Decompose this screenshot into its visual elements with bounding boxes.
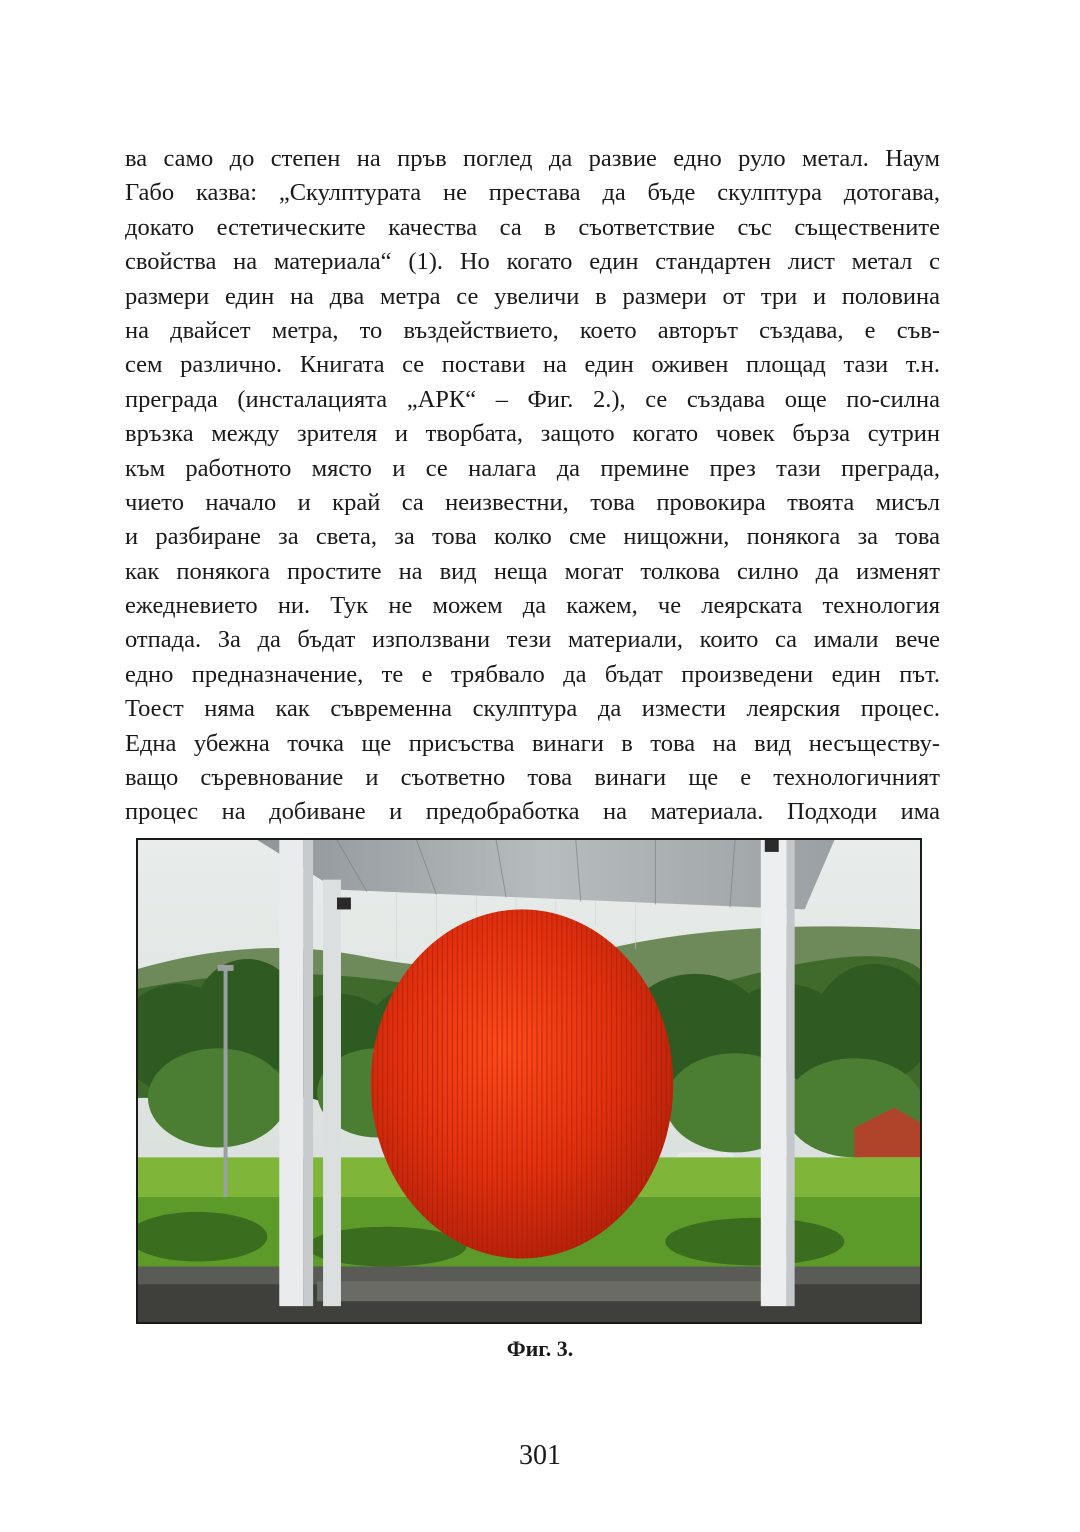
text-line: сем различно. Книгата се постави на един оживен площад тази т.н. bbox=[125, 351, 940, 379]
text-line: Тоест няма как съвременна скулптура да измести леярския процес. bbox=[125, 695, 940, 723]
text-line: Габо казва: „Скулптурата не престава да бъде скулптура дотогава, bbox=[125, 179, 940, 207]
text-line: и разбиране за света, за това колко сме нищожни, понякога за това bbox=[125, 523, 940, 551]
text-line: ежедневието ни. Тук не можем да кажем, че леярската технология bbox=[125, 592, 940, 620]
figure-photo bbox=[136, 838, 922, 1324]
text-line: ващо съревнование и съответно това винаги ще е технологичният bbox=[125, 764, 940, 792]
text-line: Една убежна точка ще присъства винаги в това на вид несъществу- bbox=[125, 729, 940, 757]
text-line: процес на добиване и предобработка на материала. Подходи има bbox=[125, 798, 940, 826]
text-line: отпада. За да бъдат използвани тези материали, които са имали вече bbox=[125, 626, 940, 654]
text-line: едно предназначение, те е трябвало да бъдат произведени един път. bbox=[125, 660, 940, 688]
text-line: докато естетическите качества са в съответствие със съществените bbox=[125, 213, 940, 241]
page-number: 301 bbox=[519, 1440, 561, 1471]
text-line: как понякога простите на вид неща могат толкова силно да изменят bbox=[125, 557, 940, 585]
text-line: ва само до степен на пръв поглед да развие едно руло метал. Наум bbox=[125, 145, 940, 172]
text-line: размери един на два метра се увеличи в размери от три и половина bbox=[125, 282, 940, 310]
text-line: връзка между зрителя и творбата, защото когато човек бърза сутрин bbox=[125, 420, 940, 448]
text-line: чието начало и край са неизвестни, това провокира твоята мисъл bbox=[125, 488, 940, 516]
figure-caption: Фиг. 3. bbox=[506, 1336, 574, 1361]
text-line: на двайсет метра, то въздействието, което авторът създава, е съв- bbox=[125, 316, 940, 344]
text-line: преграда (инсталацията „АРК“ – Фиг. 2.), се създава още по-силна bbox=[125, 385, 940, 413]
text-line: към работното място и се налага да премине през тази преграда, bbox=[125, 454, 940, 482]
body-text bbox=[125, 142, 940, 830]
sculpture-photo bbox=[138, 840, 920, 1322]
text-line: свойства на материала“ (1). Но когато един стандартен лист метал с bbox=[125, 248, 940, 276]
